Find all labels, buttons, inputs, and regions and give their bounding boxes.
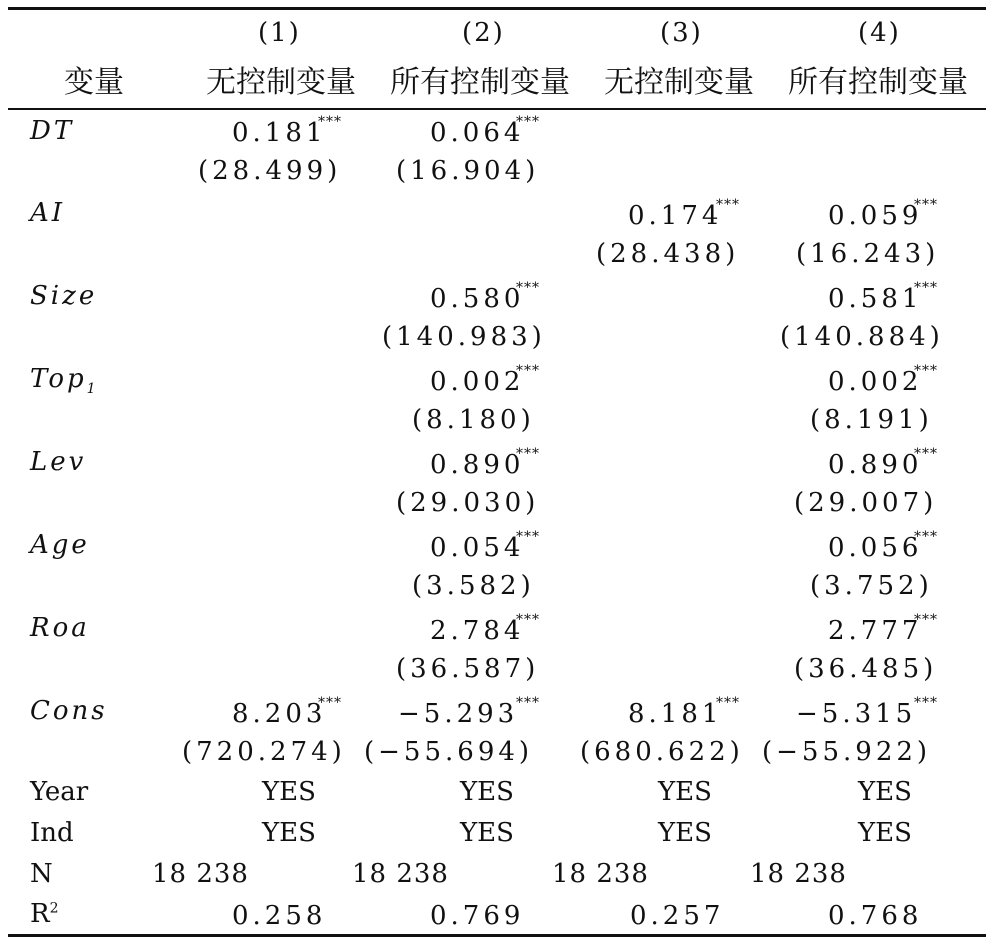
col-number-1: (1) [258, 18, 301, 48]
sig-stars: *** [914, 363, 938, 379]
n-obs-2: 18 238 [352, 859, 449, 889]
ind-fe-3: YES [658, 818, 712, 848]
col-title-4: 所有控制变量 [788, 65, 968, 100]
tstat-size-2: (140.983) [382, 322, 546, 352]
sig-stars: *** [318, 695, 342, 711]
row-label-n: N [30, 859, 53, 889]
coef-cons-2: −5.293 [398, 699, 519, 729]
coef-roa-4: 2.777 [828, 616, 923, 646]
sig-stars: *** [716, 695, 740, 711]
row-label-top1-text: Top [30, 364, 87, 394]
row-label-r2 [30, 901, 59, 927]
row-label-top1-subscript: 1 [86, 381, 99, 398]
coef-dt-1: 0.181 [232, 118, 327, 148]
coef-ai-4: 0.059 [828, 201, 923, 231]
tstat-size-4: (140.884) [780, 322, 944, 352]
sig-stars: *** [914, 197, 938, 213]
year-fe-3: YES [658, 777, 712, 807]
header-rule [8, 108, 986, 110]
tstat-cons-1: (720.274) [182, 737, 346, 767]
tstat-roa-4: (36.485) [794, 654, 938, 684]
col-number-3: (3) [660, 18, 703, 48]
ind-fe-2: YES [460, 818, 514, 848]
row-label-ind: Ind [30, 818, 74, 848]
row-label-roa: Roa [30, 613, 90, 643]
row-label-top1 [30, 366, 99, 396]
sig-stars: *** [716, 197, 740, 213]
row-label-size: Size [30, 281, 98, 311]
row-label-r2-text: R [30, 899, 50, 929]
sig-stars: *** [516, 114, 540, 130]
coef-cons-4: −5.315 [796, 699, 917, 729]
sig-stars: *** [516, 446, 540, 462]
row-label-year: Year [30, 777, 89, 807]
coef-cons-3: 8.181 [628, 699, 723, 729]
tstat-cons-4: (−55.922) [762, 737, 932, 767]
col-title-2: 所有控制变量 [390, 65, 570, 100]
sig-stars: *** [914, 529, 938, 545]
n-obs-4: 18 238 [750, 859, 847, 889]
row-label-ai: AI [30, 198, 66, 228]
coef-dt-2: 0.064 [430, 118, 525, 148]
top-rule [8, 7, 986, 10]
tstat-roa-2: (36.587) [396, 654, 540, 684]
row-label-cons: Cons [30, 696, 108, 726]
coef-age-4: 0.056 [828, 533, 923, 563]
col-title-3: 无控制变量 [604, 65, 754, 100]
tstat-dt-1: (28.499) [198, 156, 342, 186]
tstat-dt-2: (16.904) [396, 156, 540, 186]
col-title-1: 无控制变量 [206, 65, 356, 100]
col-number-2: (2) [462, 18, 505, 48]
n-obs-3: 18 238 [552, 859, 649, 889]
ind-fe-1: YES [262, 818, 316, 848]
coef-cons-1: 8.203 [232, 699, 327, 729]
ind-fe-4: YES [858, 818, 912, 848]
tstat-age-2: (3.582) [412, 571, 535, 601]
tstat-cons-3: (680.622) [580, 737, 744, 767]
coef-roa-2: 2.784 [430, 616, 525, 646]
coef-top1-4: 0.002 [828, 367, 923, 397]
year-fe-1: YES [262, 777, 316, 807]
sig-stars: *** [516, 529, 540, 545]
sig-stars: *** [516, 363, 540, 379]
sig-stars: *** [318, 114, 342, 130]
tstat-lev-4: (29.007) [794, 488, 938, 518]
sig-stars: *** [914, 612, 938, 628]
r2-value-3: 0.257 [630, 901, 725, 931]
sig-stars: *** [914, 695, 938, 711]
tstat-top1-4: (8.191) [810, 405, 933, 435]
sig-stars: *** [516, 612, 540, 628]
sig-stars: *** [516, 280, 540, 296]
r2-value-4: 0.768 [828, 901, 923, 931]
sig-stars: *** [914, 280, 938, 296]
row-label-age: Age [30, 530, 90, 560]
coef-ai-3: 0.174 [628, 201, 723, 231]
coef-age-2: 0.054 [430, 533, 525, 563]
row-label-r2-superscript: 2 [49, 900, 59, 917]
coef-size-2: 0.580 [430, 284, 525, 314]
tstat-ai-3: (28.438) [596, 239, 740, 269]
sig-stars: *** [914, 446, 938, 462]
tstat-top1-2: (8.180) [412, 405, 535, 435]
tstat-age-4: (3.752) [810, 571, 933, 601]
sig-stars: *** [516, 695, 540, 711]
coef-size-4: 0.581 [828, 284, 923, 314]
tstat-cons-2: (−55.694) [364, 737, 534, 767]
bottom-rule [8, 934, 986, 937]
r2-value-2: 0.769 [430, 901, 525, 931]
year-fe-4: YES [858, 777, 912, 807]
coef-lev-2: 0.890 [430, 450, 525, 480]
col-number-4: (4) [858, 18, 901, 48]
row-label-dt: DT [30, 116, 75, 146]
n-obs-1: 18 238 [152, 859, 249, 889]
coef-lev-4: 0.890 [828, 450, 923, 480]
tstat-lev-2: (29.030) [396, 488, 540, 518]
r2-value-1: 0.258 [232, 901, 327, 931]
variable-header: 变量 [64, 65, 124, 100]
tstat-ai-4: (16.243) [796, 239, 940, 269]
year-fe-2: YES [460, 777, 514, 807]
row-label-lev: Lev [30, 447, 87, 477]
coef-top1-2: 0.002 [430, 367, 525, 397]
